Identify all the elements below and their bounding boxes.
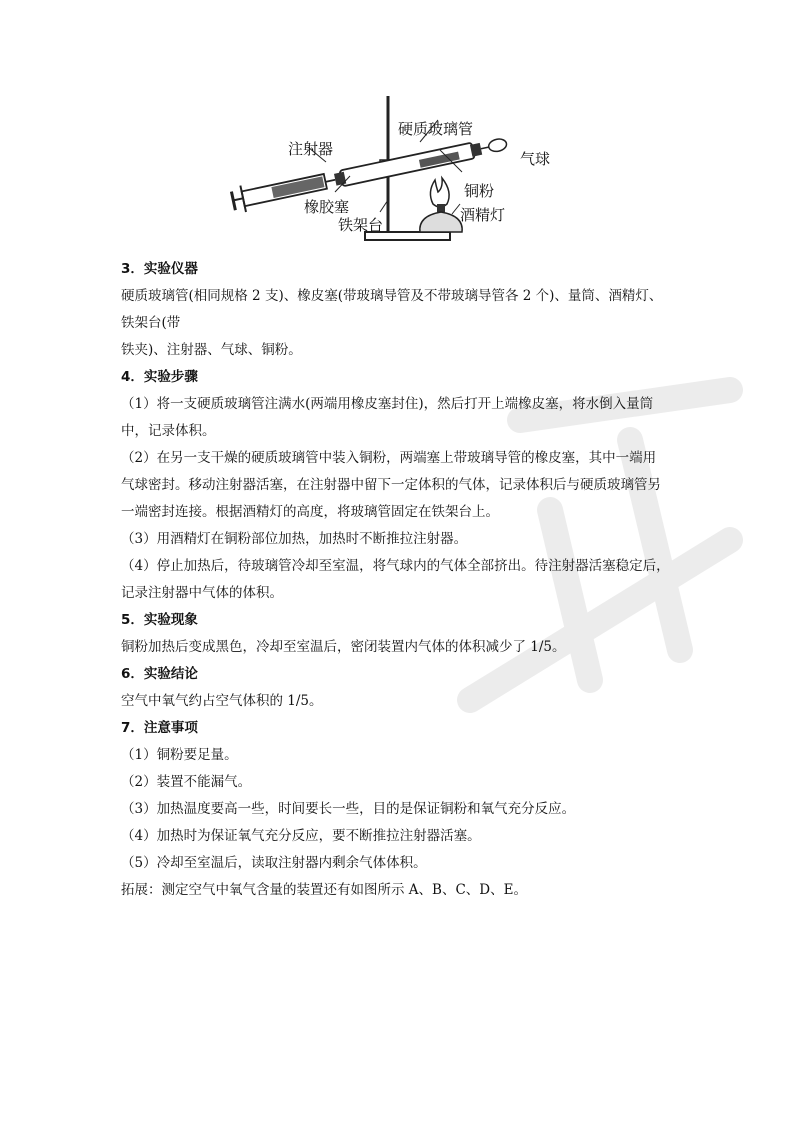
paragraph-line: （1）将一支硬质玻璃管注满水(两端用橡皮塞封住)，然后打开上端橡皮塞，将水倒入量筒 bbox=[121, 396, 654, 412]
paragraph-line: （4）加热时为保证氧气充分反应，要不断推拉注射器活塞。 bbox=[121, 828, 481, 844]
label-copper-powder: 铜粉 bbox=[464, 182, 495, 200]
flame bbox=[430, 178, 449, 207]
label-glass-tube: 硬质玻璃管 bbox=[398, 120, 474, 138]
paragraph-line: 记录注射器中气体的体积。 bbox=[121, 585, 283, 601]
paragraph-line: 铁架台(带 bbox=[121, 315, 181, 331]
document-body bbox=[121, 256, 701, 904]
alcohol-lamp bbox=[420, 204, 462, 232]
paragraph-line: 一端密封连接。根据酒精灯的高度，将玻璃管固定在铁架台上。 bbox=[121, 504, 499, 520]
paragraph-line: 铁夹)、注射器、气球、铜粉。 bbox=[121, 342, 302, 358]
paragraph-line: 中，记录体积。 bbox=[121, 423, 216, 439]
apparatus-diagram bbox=[230, 92, 560, 252]
paragraph-line: （4）停止加热后，待玻璃管冷却至室温，将气球内的气体全部挤出。待注射器活塞稳定后， bbox=[121, 558, 670, 574]
label-iron-stand: 铁架台 bbox=[338, 216, 384, 234]
heading-procedure: 4．实验步骤 bbox=[121, 369, 198, 385]
heading-phenomenon: 5．实验现象 bbox=[121, 612, 198, 628]
label-alcohol-lamp: 酒精灯 bbox=[460, 206, 506, 224]
label-rubber-stopper: 橡胶塞 bbox=[304, 198, 350, 216]
paragraph-line: （1）铜粉要足量。 bbox=[121, 747, 238, 763]
paragraph-line: 铜粉加热后变成黑色，冷却至室温后，密闭装置内气体的体积减少了 1/5。 bbox=[121, 639, 566, 655]
paragraph-line: （5）冷却至室温后，读取注射器内剩余气体体积。 bbox=[121, 855, 427, 871]
paragraph-line: 气球密封。移动注射器活塞，在注射器中留下一定体积的气体，记录体积后与硬质玻璃管另 bbox=[121, 477, 661, 493]
paragraph-line: （2）装置不能漏气。 bbox=[121, 774, 252, 790]
balloon bbox=[488, 137, 508, 152]
label-syringe: 注射器 bbox=[288, 140, 334, 158]
paragraph-line: 硬质玻璃管(相同规格 2 支)、橡皮塞(带玻璃导管及不带玻璃导管各 2 个)、量筒、酒精灯、 bbox=[121, 288, 663, 304]
paragraph-line: （3）加热温度要高一些，时间要长一些，目的是保证铜粉和氧气充分反应。 bbox=[121, 801, 576, 817]
extension-note: 拓展：测定空气中氧气含量的装置还有如图所示 A、B、C、D、E。 bbox=[121, 882, 527, 898]
apparatus-figure bbox=[230, 92, 560, 252]
paragraph-line: （2）在另一支干燥的硬质玻璃管中装入铜粉，两端塞上带玻璃导管的橡皮塞，其中一端用 bbox=[121, 450, 657, 466]
label-balloon: 气球 bbox=[520, 150, 551, 168]
paragraph-line: （3）用酒精灯在铜粉部位加热，加热时不断推拉注射器。 bbox=[121, 531, 468, 547]
heading-instruments: 3．实验仪器 bbox=[121, 261, 198, 277]
heading-conclusion: 6．实验结论 bbox=[121, 666, 198, 682]
glass-tube bbox=[231, 130, 510, 214]
heading-precautions: 7．注意事项 bbox=[121, 720, 198, 736]
paragraph-line: 空气中氧气约占空气体积的 1/5。 bbox=[121, 693, 323, 709]
